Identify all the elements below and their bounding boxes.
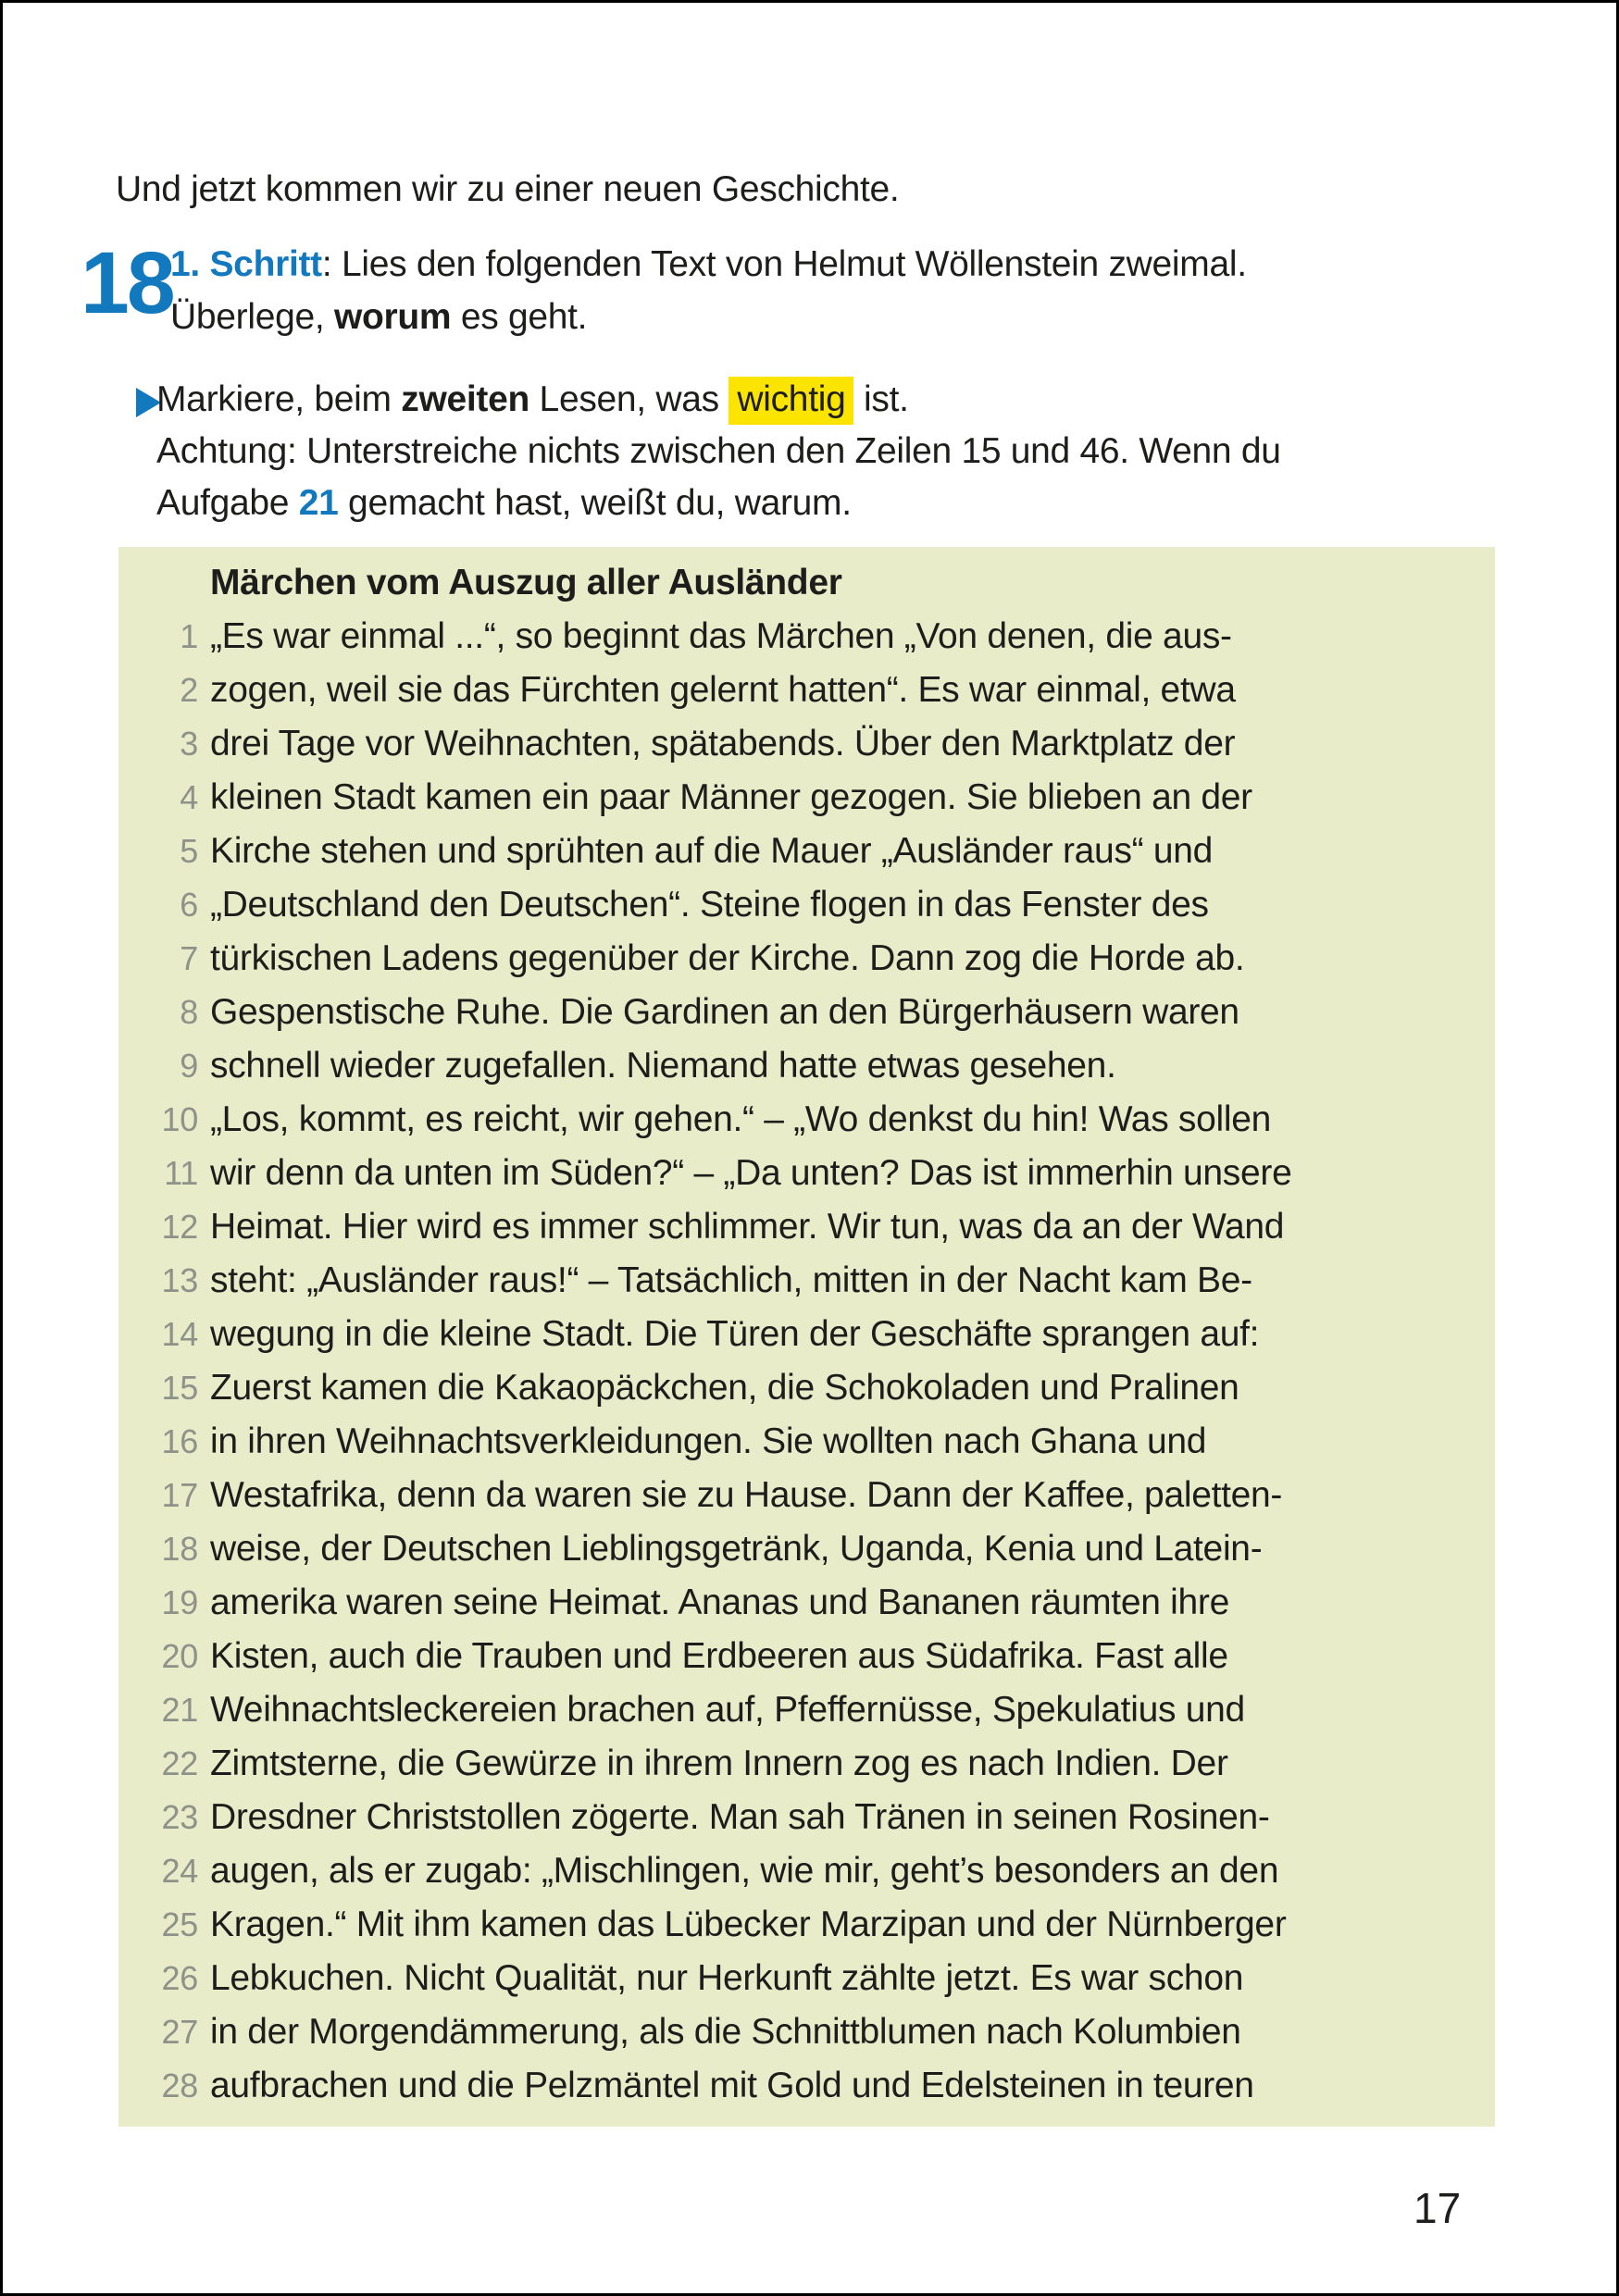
story-line [118, 1522, 1495, 1576]
text-segment: gemacht hast, weißt du, warum. [338, 483, 852, 523]
line-number: 7 [180, 939, 198, 977]
story-line [118, 1415, 1495, 1469]
text-segment: 21 [298, 483, 339, 523]
line-text: Heimat. Hier wird es immer schlimmer. Wir tun, was da an der Wand [210, 1207, 1285, 1247]
bullet-line [156, 374, 1281, 426]
line-number: 18 [161, 1530, 198, 1568]
line-text: zogen, weil sie das Fürchten gelernt hatten“. Es war einmal, etwa [210, 670, 1236, 710]
text-segment: zweiten [401, 379, 530, 419]
line-text: Kisten, auch die Trauben und Erdbeeren aus Südafrika. Fast alle [210, 1636, 1228, 1676]
story-line [118, 1737, 1495, 1791]
line-text: Gespenstische Ruhe. Die Gardinen an den Bürgerhäusern waren [210, 992, 1239, 1032]
line-text: türkischen Ladens gegenüber der Kirche. Dann zog die Horde ab. [210, 938, 1245, 978]
story-line [118, 1200, 1495, 1254]
text-segment: es geht. [451, 297, 588, 337]
bullet-instruction [156, 374, 1281, 529]
text-segment: wichtig [729, 377, 853, 425]
line-number: 17 [161, 1476, 198, 1514]
line-text: in der Morgendämmerung, als die Schnittblumen nach Kolumbien [210, 2012, 1241, 2052]
line-number: 15 [161, 1369, 198, 1407]
story-line [118, 1898, 1495, 1952]
story-line [118, 1630, 1495, 1683]
line-number: 16 [161, 1422, 198, 1460]
story-line [118, 1952, 1495, 2005]
story-line [118, 1039, 1495, 1093]
line-text: amerika waren seine Heimat. Ananas und Bananen räumten ihre [210, 1582, 1229, 1622]
story-title: Märchen vom Auszug aller Ausländer [210, 563, 842, 602]
line-text: drei Tage vor Weihnachten, spätabends. Über den Marktplatz der [210, 724, 1236, 763]
text-segment: 1. Schritt [170, 244, 322, 284]
line-text: „Es war einmal ...“, so beginnt das Märchen „Von denen, die aus- [210, 616, 1232, 656]
text-segment: : Lies den folgenden Text von Helmut Wöllenstein zweimal. [321, 244, 1247, 284]
line-text: weise, der Deutschen Lieblingsgetränk, Uganda, Kenia und Latein- [210, 1529, 1263, 1569]
story-line [118, 878, 1495, 932]
story-line [118, 1254, 1495, 1308]
line-number: 27 [161, 2013, 198, 2051]
text-segment: Überlege, [170, 297, 334, 337]
story-line [118, 1469, 1495, 1522]
line-number: 4 [180, 778, 198, 816]
line-text: Zuerst kamen die Kakaopäckchen, die Schokoladen und Pralinen [210, 1368, 1239, 1408]
story-line [118, 664, 1495, 717]
line-text: Dresdner Christstollen zögerte. Man sah Tränen in seinen Rosinen- [210, 1797, 1270, 1837]
line-text: Zimtsterne, die Gewürze in ihrem Innern zog es nach Indien. Der [210, 1744, 1228, 1783]
line-number: 8 [180, 993, 198, 1031]
story-line [118, 2005, 1495, 2059]
line-number: 19 [161, 1583, 198, 1621]
line-text: wir denn da unten im Süden?“ – „Da unten? Das ist immerhin unsere [210, 1153, 1292, 1193]
text-segment: Achtung: Unterstreiche nichts zwischen den Zeilen 15 und 46. Wenn du [156, 431, 1281, 471]
story-line [118, 825, 1495, 878]
line-number: 6 [180, 886, 198, 924]
line-text: augen, als er zugab: „Mischlingen, wie mir, geht’s besonders an den [210, 1851, 1279, 1891]
story-line [118, 1308, 1495, 1361]
note-line-1 [156, 426, 1281, 478]
line-text: steht: „Ausländer raus!“ – Tatsächlich, mitten in der Nacht kam Be- [210, 1260, 1252, 1300]
line-number: 3 [180, 725, 198, 763]
text-segment: Lesen, was [529, 379, 729, 419]
step-line-1 [170, 238, 1247, 291]
line-number: 9 [180, 1047, 198, 1085]
line-text: Lebkuchen. Nicht Qualität, nur Herkunft zählte jetzt. Es war schon [210, 1958, 1244, 1998]
step-line-2 [170, 291, 1247, 343]
step-instruction [170, 238, 1247, 343]
story-line [118, 932, 1495, 986]
story-line [118, 986, 1495, 1039]
line-text: Westafrika, denn da waren sie zu Hause. Dann der Kaffee, paletten- [210, 1475, 1283, 1515]
line-text: aufbrachen und die Pelzmäntel mit Gold und Edelsteinen in teuren [210, 2066, 1254, 2105]
line-number: 21 [161, 1691, 198, 1729]
text-segment: Markiere, beim [156, 379, 402, 419]
line-number: 13 [161, 1261, 198, 1299]
line-text: Kragen.“ Mit ihm kamen das Lübecker Marzipan und der Nürnberger [210, 1905, 1287, 1944]
line-number-spacer [118, 556, 198, 610]
line-number: 28 [161, 2066, 198, 2104]
line-number: 24 [161, 1852, 198, 1890]
line-text: schnell wieder zugefallen. Niemand hatte etwas gesehen. [210, 1046, 1116, 1086]
story-line [118, 2059, 1495, 2113]
line-number: 1 [180, 617, 198, 655]
line-text: Kirche stehen und sprühten auf die Mauer „Ausländer raus“ und [210, 831, 1214, 871]
story-box [118, 547, 1495, 2127]
story-line [118, 1093, 1495, 1147]
text-segment: ist. [853, 379, 909, 419]
story-line [118, 1791, 1495, 1844]
text-segment: worum [333, 297, 452, 337]
text-segment: Aufgabe [156, 483, 299, 523]
story-title-row [118, 556, 1495, 610]
line-number: 23 [161, 1798, 198, 1836]
line-number: 22 [161, 1744, 198, 1782]
line-text: Weihnachtsleckereien brachen auf, Pfeffernüsse, Spekulatius und [210, 1690, 1245, 1730]
story-line [118, 717, 1495, 771]
page-number: 17 [1414, 2184, 1462, 2232]
line-number: 2 [180, 671, 198, 709]
line-number: 20 [161, 1637, 198, 1675]
line-number: 5 [180, 832, 198, 870]
story-line [118, 1683, 1495, 1737]
line-number: 25 [161, 1905, 198, 1943]
story-line [118, 1147, 1495, 1200]
line-number: 11 [164, 1154, 198, 1192]
line-number: 10 [161, 1100, 198, 1138]
line-number: 14 [161, 1315, 198, 1353]
story-line [118, 1576, 1495, 1630]
story-line [118, 1361, 1495, 1415]
line-number: 12 [161, 1208, 198, 1246]
story-line [118, 771, 1495, 825]
line-text: wegung in die kleine Stadt. Die Türen der Geschäfte sprangen auf: [210, 1314, 1260, 1354]
intro-text: Und jetzt kommen wir zu einer neuen Geschichte. [116, 169, 900, 209]
task-number: 18 [81, 234, 173, 332]
line-number: 26 [161, 1959, 198, 1997]
story-line [118, 1844, 1495, 1898]
note-line-2 [156, 478, 1281, 529]
line-text: kleinen Stadt kamen ein paar Männer gezogen. Sie blieben an der [210, 777, 1252, 817]
line-text: in ihren Weihnachtsverkleidungen. Sie wollten nach Ghana und [210, 1421, 1207, 1461]
line-text: „Deutschland den Deutschen“. Steine flogen in das Fenster des [210, 885, 1209, 925]
line-text: „Los, kommt, es reicht, wir gehen.“ – „Wo denkst du hin! Was sollen [210, 1099, 1272, 1139]
story-line [118, 610, 1495, 664]
